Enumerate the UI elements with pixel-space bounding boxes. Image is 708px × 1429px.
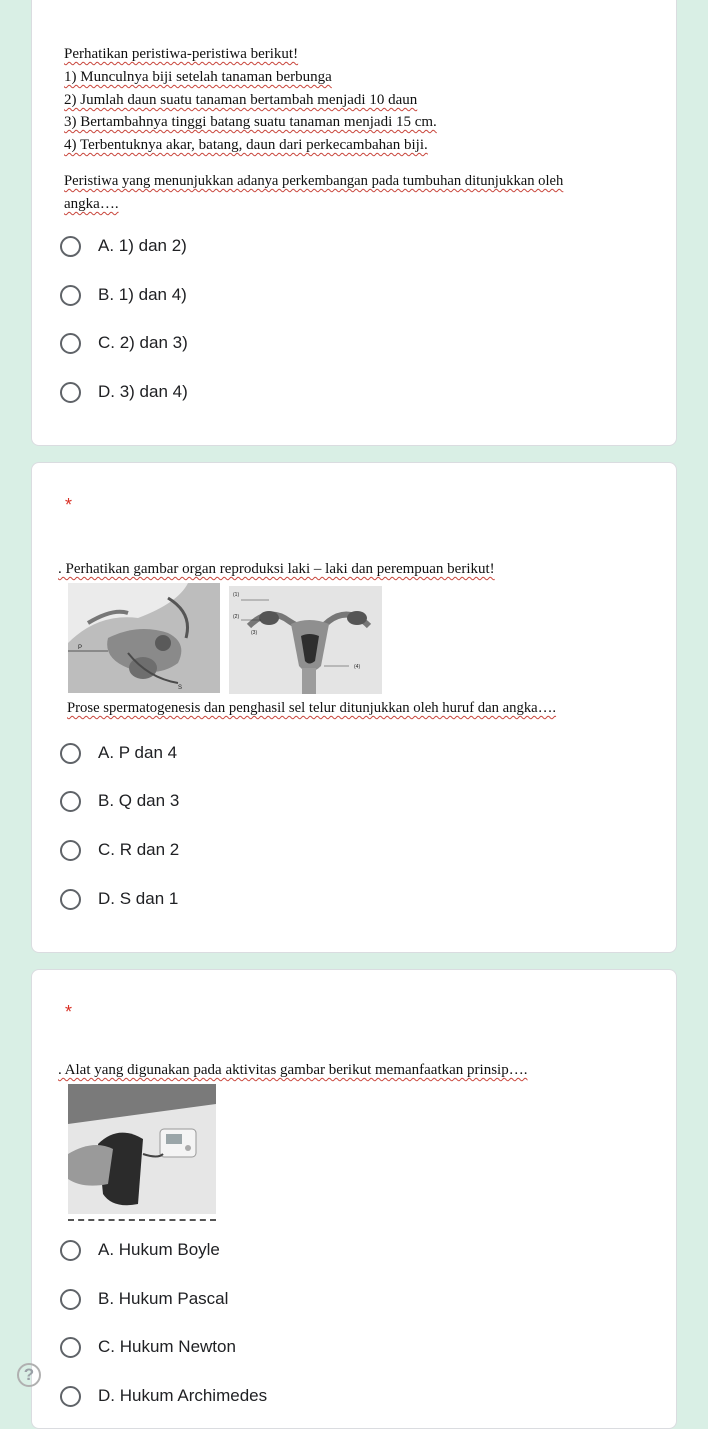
option-label: B. Q dan 3 — [98, 791, 180, 810]
option-label: A. Hukum Boyle — [98, 1240, 220, 1259]
radio-button[interactable] — [60, 840, 81, 861]
option-label: A. P dan 4 — [98, 743, 178, 762]
option-label: D. Hukum Archimedes — [98, 1386, 268, 1405]
q2-option-c[interactable] — [60, 837, 179, 863]
radio-button[interactable] — [60, 1289, 81, 1310]
radio-button[interactable] — [60, 791, 81, 812]
q3-question: . Alat yang digunakan pada aktivitas gambar berikut memanfaatkan prinsip…. — [58, 1062, 528, 1078]
option-label: D. 3) dan 4) — [98, 382, 188, 401]
label-p: P — [78, 645, 83, 651]
radio-button[interactable] — [60, 889, 81, 910]
q3-option-d[interactable] — [60, 1383, 267, 1409]
option-label: B. 1) dan 4) — [98, 285, 187, 304]
male-reproductive-organ-image — [68, 583, 220, 693]
option-label: C. Hukum Newton — [98, 1337, 236, 1356]
option-label: A. 1) dan 2) — [98, 236, 187, 255]
radio-button[interactable] — [60, 382, 81, 403]
required-asterisk: * — [65, 495, 73, 515]
q1-intro: Perhatikan peristiwa-peristiwa berikut! — [64, 46, 299, 62]
female-reproductive-organ-image — [229, 586, 382, 694]
q1-option-d[interactable] — [60, 379, 188, 405]
q1-statement-2: 2) Jumlah daun suatu tanaman bertambah menjadi 10 daun — [64, 92, 418, 108]
q3-option-c[interactable] — [60, 1334, 236, 1360]
q3-option-a[interactable] — [60, 1237, 220, 1263]
radio-button[interactable] — [60, 236, 81, 257]
option-label: C. 2) dan 3) — [98, 333, 188, 352]
option-label: D. S dan 1 — [98, 889, 179, 908]
label-1: (1) — [233, 592, 240, 598]
option-label: B. Hukum Pascal — [98, 1289, 229, 1308]
q3-option-b[interactable] — [60, 1286, 228, 1312]
q2-question: . Perhatikan gambar organ reproduksi laki – laki dan perempuan berikut! — [58, 561, 495, 577]
radio-button[interactable] — [60, 1386, 81, 1407]
q1-question-line1: Peristiwa yang menunjukkan adanya perkembangan pada tumbuhan ditunjukkan oleh — [64, 173, 564, 189]
q1-statement-1: 1) Munculnya biji setelah tanaman berbunga — [64, 69, 332, 85]
help-icon[interactable]: ? — [17, 1363, 41, 1387]
q1-option-a[interactable] — [60, 233, 187, 259]
label-4: (4) — [354, 664, 361, 670]
q2-option-a[interactable] — [60, 740, 177, 766]
required-asterisk: * — [65, 1002, 73, 1022]
q1-option-c[interactable] — [60, 330, 188, 356]
q2-option-b[interactable] — [60, 788, 179, 814]
q1-option-b[interactable] — [60, 282, 187, 308]
radio-button[interactable] — [60, 285, 81, 306]
q1-question-line2: angka…. — [64, 196, 119, 212]
q2-subquestion: Prose spermatogenesis dan penghasil sel telur ditunjukkan oleh huruf dan angka…. — [67, 700, 557, 716]
q2-option-d[interactable] — [60, 886, 178, 912]
image-divider — [68, 1219, 216, 1221]
label-s: S — [178, 685, 183, 691]
q1-statement-4: 4) Terbentuknya akar, batang, daun dari perkecambahan biji. — [64, 137, 428, 153]
q1-statement-3: 3) Bertambahnya tinggi batang suatu tanaman menjadi 15 cm. — [64, 114, 437, 130]
radio-button[interactable] — [60, 333, 81, 354]
radio-button[interactable] — [60, 743, 81, 764]
blood-pressure-monitor-image — [68, 1084, 216, 1214]
label-2: (2) — [233, 614, 240, 620]
option-label: C. R dan 2 — [98, 840, 180, 859]
radio-button[interactable] — [60, 1240, 81, 1261]
radio-button[interactable] — [60, 1337, 81, 1358]
label-3: (3) — [251, 630, 258, 636]
